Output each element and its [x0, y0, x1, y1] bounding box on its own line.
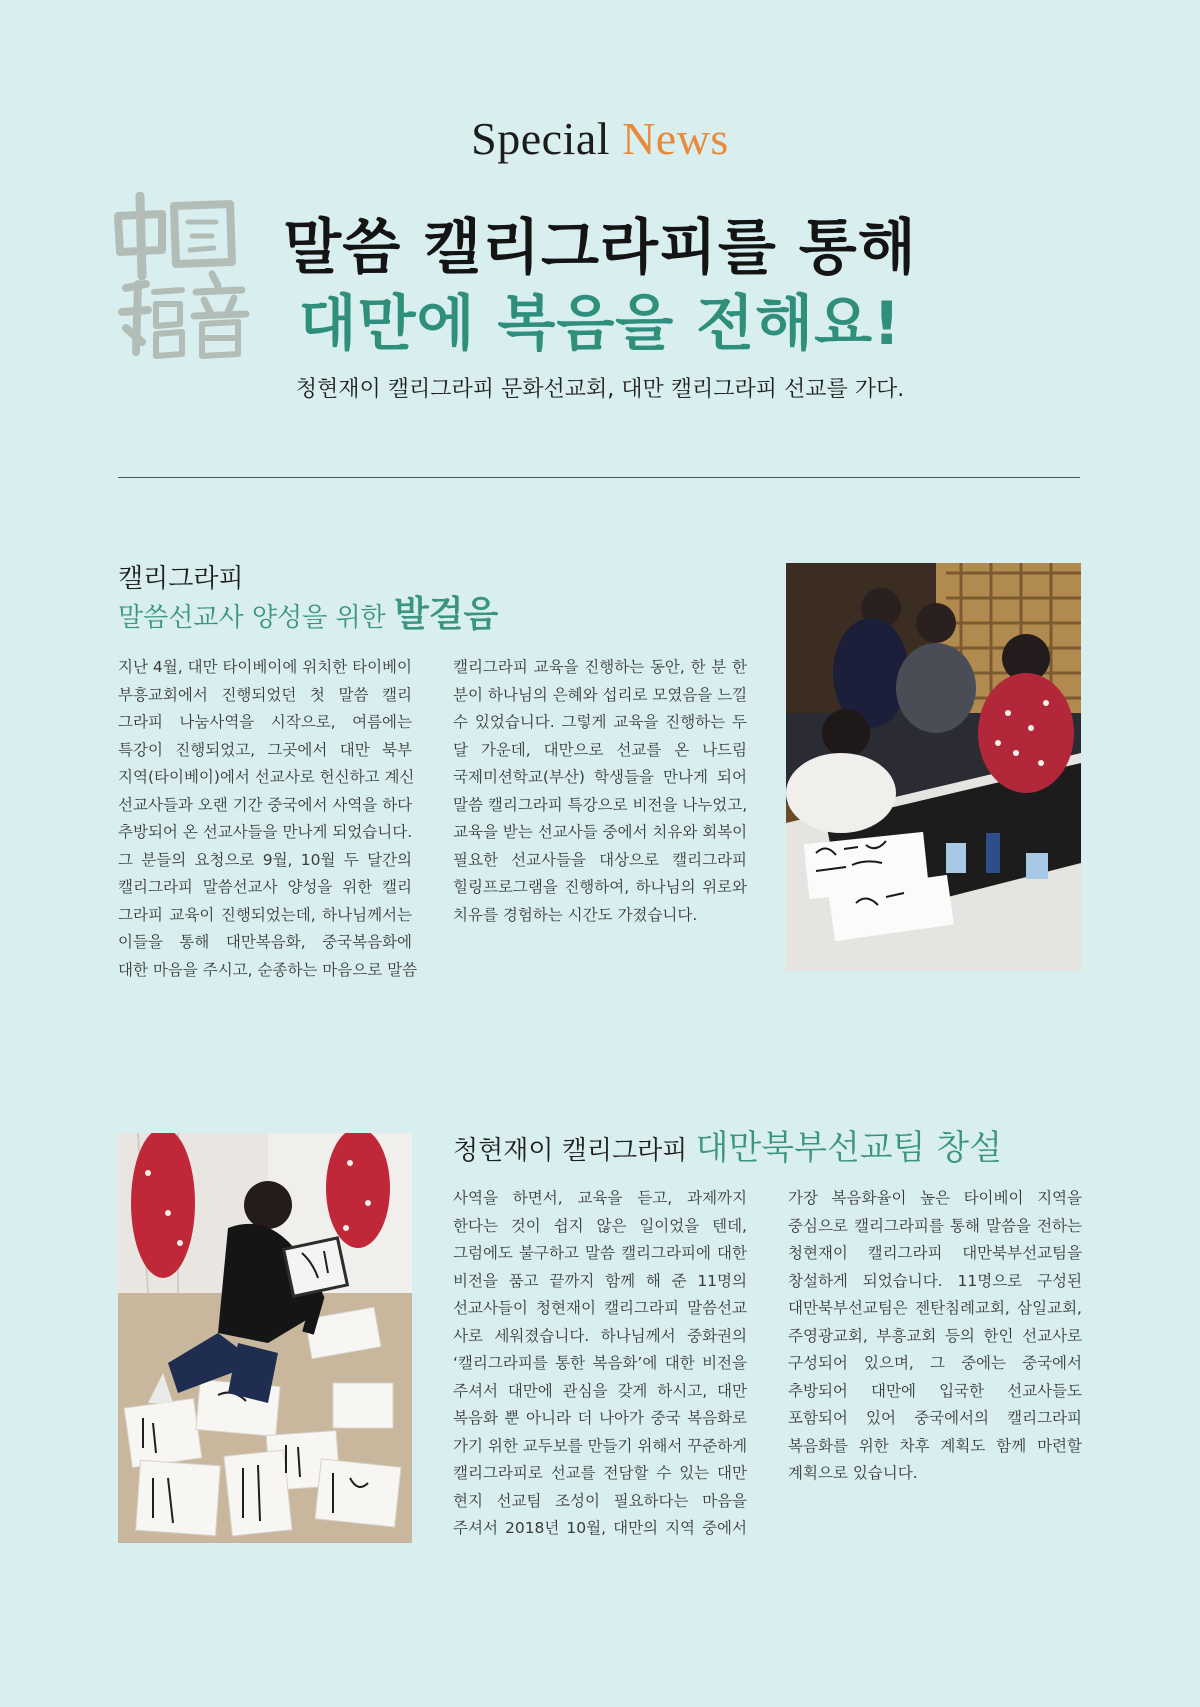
text-line: 사로 세워졌습니다. 하나님께서 중화권의 [453, 1326, 747, 1345]
text-line: 추방되어 온 선교사들을 만나게 되었습니다. [118, 823, 413, 841]
section1-heading [118, 586, 498, 637]
subtitle: 청현재이 캘리그라피 문화선교회, 대만 캘리그라피 선교를 가다. [295, 377, 905, 402]
section2-column-1 [453, 1185, 747, 1543]
text-line: 비전을 품고 끝까지 함께 해 준 11명의 [453, 1271, 747, 1290]
text-line: 교육을 받는 선교사들 중에서 치유와 회복이 [453, 823, 748, 841]
text-line: 치유를 경험하는 시간도 가졌습니다. [453, 905, 698, 924]
text-line: 대만북부선교팀은 젠탄침례교회, 삼일교회, [788, 1299, 1082, 1317]
text-line: 중심으로 캘리그라피를 통해 말씀을 전하는 [788, 1216, 1082, 1235]
text-line: 부흥교회에서 진행되었던 첫 말씀 캘리 [118, 685, 412, 704]
text-line: 창설하게 되었습니다. 11명으로 구성된 [788, 1271, 1082, 1290]
text-line: 그럼에도 불구하고 말씀 캘리그라피에 대한 [453, 1244, 747, 1262]
text-line: 청현재이 캘리그라피 대만북부선교팀을 [788, 1244, 1082, 1262]
text-line: 그 분들의 요청으로 9월, 10월 두 달간의 [118, 850, 412, 869]
section1-heading-prefix: 말씀선교사 양성을 위한 [118, 603, 394, 633]
text-line: 현지 선교팀 조성이 필요하다는 마음을 [453, 1491, 747, 1510]
text-line: 지난 4월, 대만 타이베이에 위치한 타이베이 [118, 658, 412, 676]
text-line: 힐링프로그램을 진행하여, 하나님의 위로와 [453, 878, 747, 896]
text-line: 주영광교회, 부흥교회 등의 한인 선교사로 [788, 1326, 1082, 1345]
kicker-special: Special [471, 113, 611, 164]
kicker-news: News [622, 113, 729, 164]
section1-column-2 [453, 654, 747, 929]
text-line: ‘캘리그라피를 통한 복음화’에 대한 비전을 [453, 1354, 747, 1372]
text-line: 필요한 선교사들을 대상으로 캘리그라피 [453, 850, 747, 869]
text-line: 포함되어 있어 중국에서의 캘리그라피 [788, 1409, 1082, 1427]
section1-kicker: 캘리그라피 [118, 564, 244, 594]
text-line: 가장 복음화율이 높은 타이베이 지역을 [788, 1189, 1082, 1207]
text-line: 수 있었습니다. 그렇게 교육을 진행하는 두 [453, 713, 747, 731]
text-line: 가기 위한 교두보를 만들기 위해서 꾸준하게 [453, 1436, 748, 1455]
text-line: 주셔서 대만에 관심을 갖게 하시고, 대만 [453, 1381, 747, 1400]
text-line: 복음화를 위한 차후 계획도 함께 마련할 [788, 1436, 1082, 1455]
text-line: 그라피 교육이 진행되었는데, 하나님께서는 [118, 905, 412, 924]
text-line: 선교사들과 오랜 기간 중국에서 사역을 하다 [118, 795, 413, 814]
text-line: 국제미션학교(부산) 학생들을 만나게 되어 [453, 768, 747, 786]
section2-heading [453, 1120, 1002, 1169]
text-line: 계획으로 있습니다. [788, 1464, 918, 1482]
text-line: 캘리그라피로 선교를 전담할 수 있는 대만 [453, 1464, 747, 1482]
text-line: 구성되어 있으며, 그 중에는 중국에서 [788, 1354, 1082, 1372]
text-line: 분이 하나님의 은혜와 섭리로 모였음을 느낄 [453, 685, 748, 704]
text-line: 달 가운데, 대만으로 선교를 온 나드림 [453, 740, 747, 759]
header-divider [118, 477, 1080, 478]
section2-heading-emphasis: 대만북부선교팀 창설 [695, 1128, 1002, 1168]
title-line-1: 말씀 캘리그라피를 통해 [283, 213, 917, 283]
text-line: 캘리그라피 말씀선교사 양성을 위한 캘리 [118, 878, 412, 896]
photo-floor-calligraphy [118, 1133, 412, 1543]
text-line: 사역을 하면서, 교육을 듣고, 과제까지 [453, 1189, 747, 1207]
section2-column-2 [788, 1185, 1082, 1488]
text-line: 지역(타이베이)에서 선교사로 헌신하고 계신 [118, 768, 415, 786]
text-line: 캘리그라피 교육을 진행하는 동안, 한 분 한 [453, 658, 747, 676]
text-line: 그라피 나눔사역을 시작으로, 여름에는 [118, 713, 412, 731]
title-line-2: 대만에 복음을 전해요! [298, 289, 902, 359]
text-line: 이들을 통해 대만복음화, 중국복음화에 [118, 933, 412, 951]
section2-kicker: 청현재이 캘리그라피 [453, 1136, 696, 1166]
text-line: 특강이 진행되었고, 그곳에서 대만 북부 [118, 740, 412, 759]
text-line: 한다는 것이 쉽지 않은 일이었을 텐데, [453, 1216, 747, 1235]
text-line: 대한 마음을 주시고, 순종하는 마음으로 말씀 [118, 960, 418, 979]
text-line: 선교사들이 청현재이 캘리그라피 말씀선교 [453, 1299, 747, 1317]
text-line: 주셔서 2018년 10월, 대만의 지역 중에서 [453, 1519, 747, 1537]
text-line: 말씀 캘리그라피 특강으로 비전을 나누었고, [453, 795, 748, 814]
photo-calligraphy-class [786, 563, 1081, 971]
section1-heading-emphasis: 발걸음 [393, 594, 499, 635]
text-line: 복음화 뿐 아니라 더 나아가 중국 복음화로 [453, 1409, 747, 1427]
text-line: 추방되어 대만에 입국한 선교사들도 [788, 1381, 1082, 1400]
section1-column-1 [118, 654, 418, 984]
header-kicker [0, 112, 1200, 165]
